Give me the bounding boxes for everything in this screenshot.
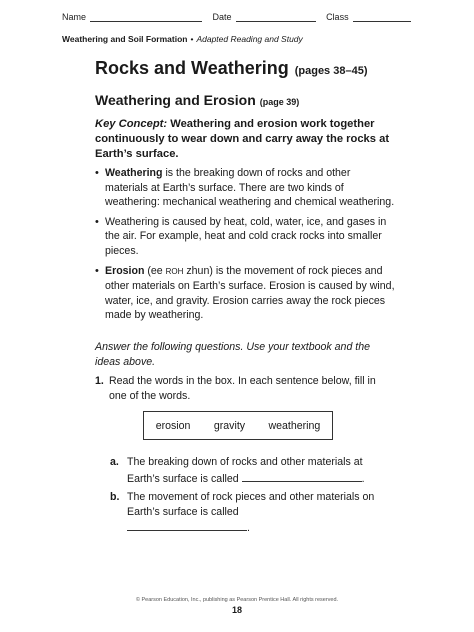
page-range: (pages 38–45) xyxy=(294,65,368,77)
word-weathering: weathering xyxy=(268,419,321,432)
pronunciation-open: (ee xyxy=(144,264,166,277)
section-title: Adapted Reading and Study xyxy=(196,34,303,44)
date-field[interactable] xyxy=(236,12,316,22)
bullet-text: is the breaking down of rocks and other materials at Earth’s surface. There are two kinds of weathering: mechanical weathering and chemical weathering. xyxy=(105,167,395,209)
question-1 xyxy=(95,374,395,403)
answer-blank-a[interactable] xyxy=(242,470,362,482)
date-label: Date xyxy=(212,12,232,22)
pronunciation-stress: ROH xyxy=(165,266,184,276)
page-title-text: Rocks and Weathering xyxy=(95,58,289,78)
breadcrumb xyxy=(62,34,303,44)
word-erosion: erosion xyxy=(155,419,191,432)
bullet-causes xyxy=(95,215,395,259)
question-letter: a. xyxy=(110,456,119,468)
page-title xyxy=(95,58,367,79)
question-a xyxy=(110,455,390,486)
breadcrumb-separator: • xyxy=(190,34,194,44)
question-letter: b. xyxy=(110,491,120,503)
bullet-erosion xyxy=(95,264,395,323)
copyright: © Pearson Education, Inc., publishing as Pearson Prentice Hall. All rights reserved. xyxy=(135,597,339,603)
name-field[interactable] xyxy=(90,12,202,22)
sentence-end: . xyxy=(361,472,365,485)
bullet-text: is the movement of rock pieces and other materials on Earth’s surface. Erosion is caused by wind, water, ice, and gravity. Erosion carries away the rock pieces made by weathering. xyxy=(105,264,395,322)
bullet-weathering xyxy=(95,166,395,210)
worksheet-header xyxy=(62,12,411,22)
sentence-end: . xyxy=(247,522,250,535)
instructions: Answer the following questions. Use your textbook and the ideas above. xyxy=(95,341,371,368)
question-text: The breaking down of rocks and other materials at Earth’s surface is called xyxy=(127,456,363,485)
question-text: Read the words in the box. In each sentence below, fill in one of the words. xyxy=(109,375,376,402)
term-erosion: Erosion xyxy=(105,264,145,277)
bullet-list xyxy=(95,166,395,328)
word-gravity: gravity xyxy=(213,419,246,432)
class-label: Class xyxy=(326,12,349,22)
key-concept-label: Key Concept: xyxy=(95,118,168,130)
key-concept-text: Weathering and erosion work together continuously to wear down and carry away the rocks at Earth’s surface. xyxy=(95,118,390,160)
question-text: The movement of rock pieces and other materials on Earth’s surface is called xyxy=(127,491,375,518)
name-label: Name xyxy=(62,12,87,22)
section-page: (page 39) xyxy=(259,97,300,107)
page-number: 18 xyxy=(231,605,242,615)
class-field[interactable] xyxy=(353,12,411,22)
bullet-text: Weathering is caused by heat, cold, water, ice, and gases in the air. For example, heat and cold crack rocks into smaller pieces. xyxy=(105,215,387,257)
section-heading-text: Weathering and Erosion xyxy=(95,92,256,108)
chapter-title: Weathering and Soil Formation xyxy=(62,34,188,44)
answer-blank-b[interactable] xyxy=(127,519,247,531)
pronunciation-close: zhun) xyxy=(183,264,213,277)
question-b xyxy=(110,490,390,536)
section-heading xyxy=(95,92,299,108)
question-number: 1. xyxy=(95,375,104,387)
term-weathering: Weathering xyxy=(105,167,163,179)
word-box xyxy=(143,411,333,440)
key-concept xyxy=(95,117,395,162)
